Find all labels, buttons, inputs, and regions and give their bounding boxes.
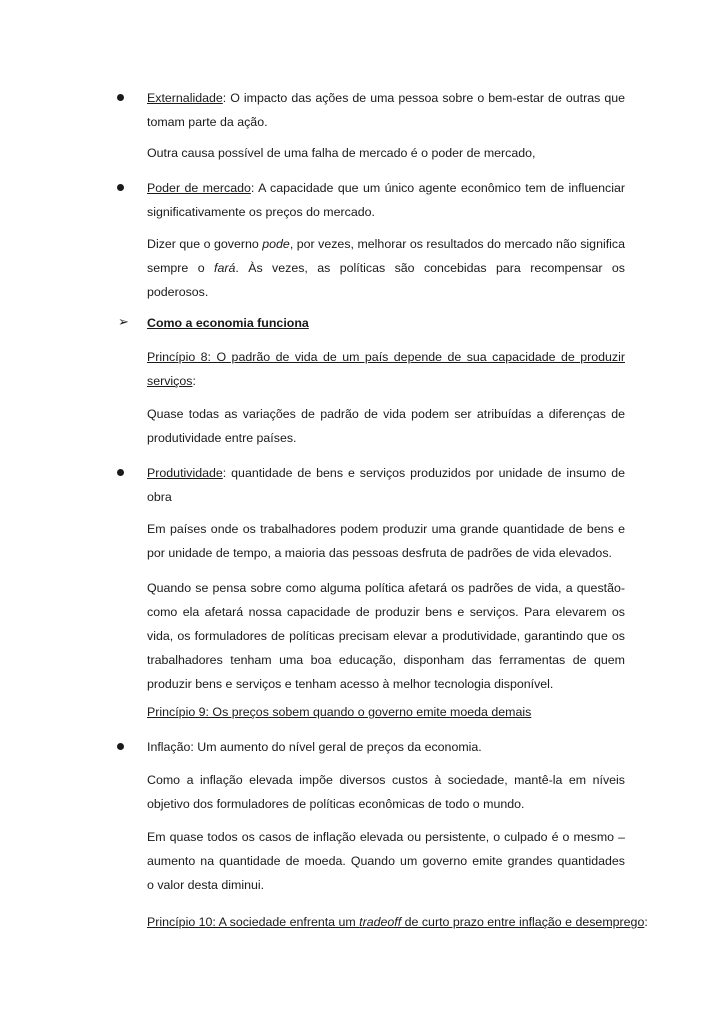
paragraph-quase-todas: Quase todas as variações de padrão de vida podem ser atribuídas a diferenças de produtividade entre países. <box>147 407 625 445</box>
paragraph-em-quase: Em quase todos os casos de inflação elevada ou persistente, o culpado é o mesmo – aumento na quantidade de moeda. Quando um governo emite grandes quantidades o valor desta diminui. <box>147 830 625 892</box>
bullet-dot-icon <box>117 184 124 191</box>
produtividade-term: Produtividade <box>147 466 223 480</box>
arrow-bullet-icon: ➢ <box>118 315 129 330</box>
poder-mercado-term: Poder de mercado <box>147 181 251 195</box>
principio-8: Princípio 8: O padrão de vida de um país depende de sua capacidade de produzir serviços: <box>147 350 625 388</box>
paragraph-quando: Quando se pensa sobre como alguma política afetará os padrões de vida, a questão- como ela afetará nossa capacidade de produzir bens e serviços. Para elevarem os vida, os formuladores de políticas precisam elevar a produtividade, garantindo que os trabalhadores tenham uma boa educação, disponham das ferramentas de quem produzir bens e serviços e tenham acesso à melhor tecnologia disponível. <box>147 581 625 691</box>
poder-mercado-item: Poder de mercado: A capacidade que um único agente econômico tem de influenciar significativamente os preços do mercado. <box>147 181 625 219</box>
paragraph-como-inflacao: Como a inflação elevada impõe diversos custos à sociedade, mantê-la em níveis objetivo dos formuladores de políticas econômicas de todo o mundo. <box>147 773 625 811</box>
section-heading: Como a economia funciona <box>147 316 309 330</box>
inflacao-item: Inflação: Um aumento do nível geral de preços da economia. <box>147 740 482 754</box>
paragraph-paises: Em países onde os trabalhadores podem produzir uma grande quantidade de bens e por unidade de tempo, a maioria das pessoas desfruta de padrões de vida elevados. <box>147 522 625 560</box>
bullet-dot-icon <box>117 469 124 476</box>
paragraph-governo: Dizer que o governo pode, por vezes, melhorar os resultados do mercado não significa sempre o fará. Às vezes, as políticas são concebidas para recompensar os poderosos. <box>147 237 625 299</box>
paragraph-outra-causa: Outra causa possível de uma falha de mercado é o poder de mercado, <box>147 146 536 160</box>
externalidade-item: Externalidade: O impacto das ações de uma pessoa sobre o bem-estar de outras que tomam parte da ação. <box>147 91 625 129</box>
bullet-dot-icon <box>117 743 124 750</box>
principio-10: Princípio 10: A sociedade enfrenta um tradeoff de curto prazo entre inflação e desemprego: <box>147 915 648 929</box>
produtividade-item: Produtividade: quantidade de bens e serviços produzidos por unidade de insumo de obra <box>147 466 625 504</box>
bullet-dot-icon <box>117 94 124 101</box>
externalidade-term: Externalidade <box>147 91 223 105</box>
principio-9: Princípio 9: Os preços sobem quando o governo emite moeda demais <box>147 705 532 719</box>
